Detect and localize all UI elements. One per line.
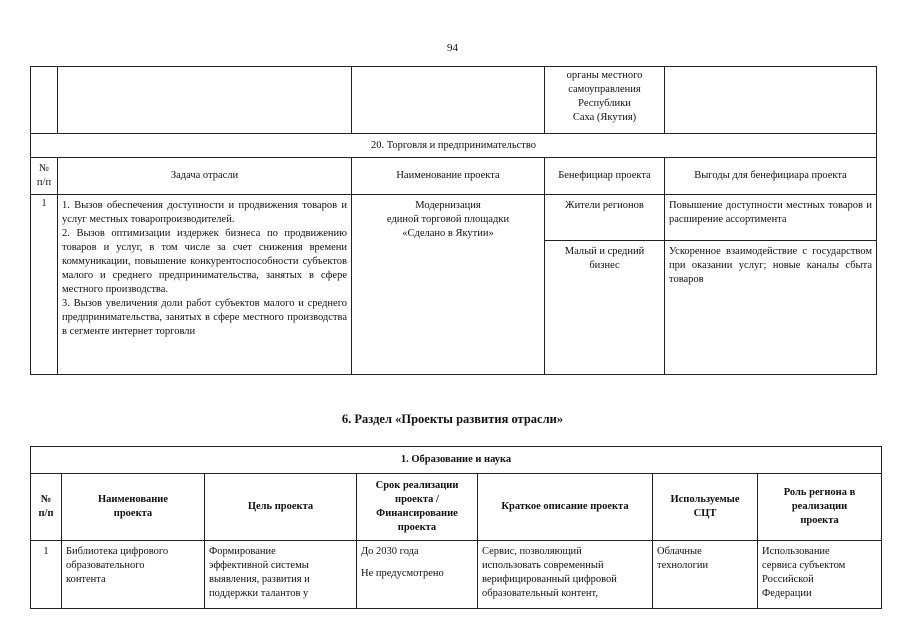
- term-line: До 2030 года: [361, 546, 419, 557]
- table-cell: [665, 67, 877, 134]
- header-num-line: п/п: [38, 508, 54, 519]
- header-tech: [653, 474, 758, 541]
- benefit-2: Ускоренное взаимодействие с государством при оказании услуг; новые каналы сбыта товаров: [665, 241, 877, 375]
- task-line: 3. Вызов увеличения доли работ субъектов малого и среднего предпринимательства, занятых в сфере местного производства в сегменте интернет торговли: [62, 298, 347, 337]
- header-num: [31, 474, 62, 541]
- header-name-line: проекта: [113, 508, 153, 519]
- section-title: 6. Раздел «Проекты развития отрасли»: [341, 412, 564, 426]
- table-cell: [58, 67, 352, 134]
- description-line: использовать современный: [482, 560, 604, 571]
- beneficiary-cell: [545, 67, 665, 134]
- header-term-line: Финансирование: [376, 508, 458, 519]
- goal-line: эффективной системы: [209, 560, 309, 571]
- header-term-line: Срок реализации: [375, 480, 459, 491]
- header-num-line: п/п: [36, 177, 52, 188]
- name-cell: [62, 541, 205, 609]
- goal-cell: [205, 541, 357, 609]
- header-description: Краткое описание проекта: [478, 474, 653, 541]
- goal-line: поддержки талантов у: [209, 588, 309, 599]
- header-role-line: Роль региона в: [783, 487, 856, 498]
- goal-line: Формирование: [209, 546, 276, 557]
- beneficiary-line: Саха (Якутия): [572, 112, 637, 123]
- task-cell: [58, 195, 352, 375]
- page-number: 94: [447, 42, 458, 54]
- task-line: 1. Вызов обеспечения доступности и продвижения товаров и услуг местных товаропроизводителей.: [62, 200, 347, 225]
- description-cell: [478, 541, 653, 609]
- header-term-line: проекта: [397, 522, 437, 533]
- name-line: контента: [66, 574, 106, 585]
- term-cell: [357, 541, 478, 609]
- financing-line: Не предусмотрено: [361, 568, 444, 579]
- description-line: Сервис, позволяющий: [482, 546, 582, 557]
- beneficiary-2-line: Малый и средний: [564, 246, 645, 257]
- projects-table: [30, 446, 882, 609]
- table-cell: [31, 67, 58, 134]
- table-row-continuation: [31, 67, 877, 134]
- beneficiary-line: органы местного: [566, 70, 643, 81]
- description-line: верифицированный цифровой: [482, 574, 617, 585]
- header-num-line: №: [40, 494, 52, 505]
- role-cell: [758, 541, 882, 609]
- header-term: [357, 474, 478, 541]
- name-line: Библиотека цифрового: [66, 546, 169, 557]
- header-task: Задача отрасли: [58, 158, 352, 195]
- table-row: [31, 195, 877, 241]
- header-name: [62, 474, 205, 541]
- header-num-line: №: [38, 163, 50, 174]
- beneficiary-line: самоуправления: [568, 84, 641, 95]
- benefit-1: Повышение доступности местных товаров и расширение ассортимента: [665, 195, 877, 241]
- header-role-line: реализации: [791, 501, 848, 512]
- header-num: [31, 158, 58, 195]
- trade-table: [30, 66, 877, 375]
- header-tech-line: СЦТ: [693, 508, 717, 519]
- tech-cell: [653, 541, 758, 609]
- header-role-line: проекта: [800, 515, 839, 526]
- beneficiary-2-line: бизнес: [589, 260, 620, 271]
- project-line: единой торговой площадки: [386, 214, 510, 225]
- role-line: Российской: [762, 574, 814, 585]
- header-project: Наименование проекта: [352, 158, 545, 195]
- beneficiary-line: Республики: [578, 98, 631, 109]
- beneficiary-2: [545, 241, 665, 375]
- tech-line: Облачные: [657, 546, 702, 557]
- header-role: [758, 474, 882, 541]
- row-num: 1: [31, 541, 62, 609]
- project-line: «Сделано в Якутии»: [402, 228, 494, 239]
- section-heading: 20. Торговля и предпринимательство: [31, 134, 877, 158]
- role-line: сервиса субъектом: [762, 560, 846, 571]
- tech-line: технологии: [657, 560, 709, 571]
- table-cell: [352, 67, 545, 134]
- table-row: [31, 541, 882, 609]
- name-line: образовательного: [66, 560, 145, 571]
- header-goal: Цель проекта: [205, 474, 357, 541]
- header-beneficiary: Бенефициар проекта: [545, 158, 665, 195]
- role-line: Использование: [762, 546, 830, 557]
- row-num: 1: [31, 195, 58, 375]
- table-title: 1. Образование и наука: [31, 447, 882, 474]
- task-line: 2. Вызов оптимизации издержек бизнеса по продвижению товаров и услуг, в том числе за счет снижения времени коммуникации, повышение конкурентоспособности субъектов малого и среднего предпринимательства, занятых в сфере местного производства.: [62, 228, 347, 295]
- header-benefits: Выгоды для бенефициара проекта: [665, 158, 877, 195]
- header-row: [31, 158, 877, 195]
- project-line: Модернизация: [415, 200, 481, 211]
- header-term-line: проекта /: [395, 494, 439, 505]
- project-cell: [352, 195, 545, 375]
- header-name-line: Наименование: [98, 494, 168, 505]
- header-tech-line: Используемые: [670, 494, 740, 505]
- header-row: [31, 474, 882, 541]
- role-line: Федерации: [762, 588, 812, 599]
- goal-line: выявления, развития и: [209, 574, 310, 585]
- beneficiary-1: Жители регионов: [545, 195, 665, 241]
- description-line: образовательный контент,: [482, 588, 598, 599]
